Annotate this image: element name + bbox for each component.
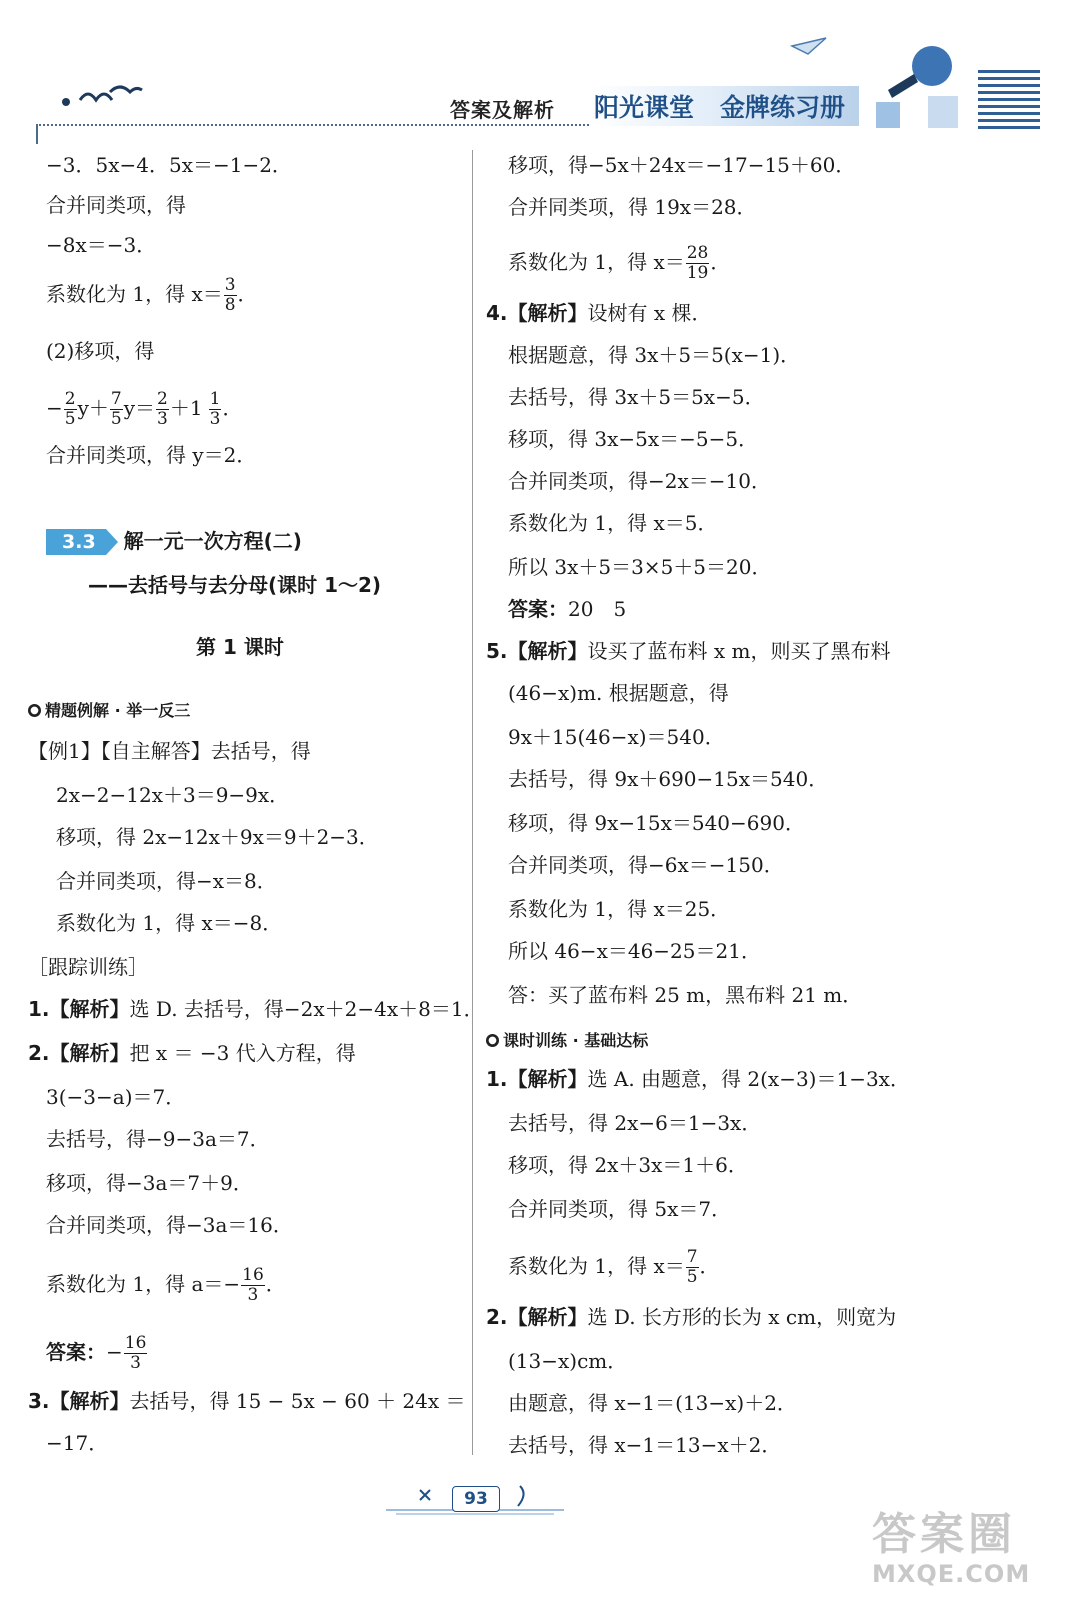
text-line: 3(−3−a)＝7． — [46, 1085, 186, 1109]
text-line: 移项，得 2x−12x＋9x＝9＋2−3． — [56, 825, 379, 849]
text: 选 D. 去括号，得−2x＋2−4x＋8＝1． — [129, 997, 484, 1021]
text: ． — [237, 282, 258, 306]
header-dotted-line — [36, 124, 596, 126]
text: 设树有 x 棵． — [587, 301, 712, 325]
text: 把 x ＝ −3 代入方程，得 — [129, 1041, 356, 1065]
subhead-text: 精题例解 · 举一反三 — [45, 701, 191, 720]
numerator: 2 — [157, 389, 168, 409]
watermark — [872, 1510, 1030, 1588]
fraction — [241, 1266, 265, 1305]
telescope-scene-icon — [868, 40, 972, 130]
bullet-icon: ● — [28, 704, 41, 717]
numerator: 16 — [124, 1333, 147, 1353]
paper-plane-icon — [790, 36, 830, 58]
page-footer — [380, 1480, 570, 1520]
text: y＝ — [123, 396, 156, 420]
numerator: 16 — [242, 1265, 264, 1285]
numerator: 28 — [686, 243, 709, 263]
text-line — [508, 244, 730, 283]
fraction — [209, 390, 222, 429]
text-line — [28, 1388, 466, 1414]
text-line — [28, 1040, 356, 1066]
denominator: 5 — [64, 409, 76, 429]
text: 选 D. 长方形的长为 x cm，则宽为 — [587, 1305, 897, 1329]
text: − — [106, 1340, 123, 1364]
item-label: 3.【解析】 — [28, 1389, 130, 1413]
text: y＋ — [77, 396, 109, 420]
text: ． — [699, 1254, 720, 1278]
text: ． — [710, 250, 731, 274]
text-line — [486, 638, 890, 664]
text-line: 合并同类项，得−3a＝16． — [46, 1213, 293, 1237]
text-line: −3．5x−4．5x＝−1−2． — [46, 153, 292, 177]
text-line: 系数化为 1，得 x＝−8． — [56, 911, 283, 935]
item-label: 2.【解析】 — [486, 1305, 588, 1329]
text: ． — [265, 1272, 286, 1296]
fraction — [156, 390, 169, 429]
denominator: 5 — [110, 409, 122, 429]
text-line — [46, 390, 242, 429]
page-header — [0, 0, 1066, 140]
denominator: 3 — [130, 1353, 141, 1373]
denominator: 3 — [209, 409, 221, 429]
text-line: 系数化为 1，得 x＝25． — [508, 897, 731, 921]
section-subtitle: ——去括号与去分母(课时 1～2) — [88, 573, 382, 597]
text-line — [486, 300, 712, 326]
item-label: 2.【解析】 — [28, 1041, 130, 1065]
text-line: ［跟踪训练］ — [28, 955, 148, 979]
lesson-title: 第 1 课时 — [196, 635, 284, 659]
header-answer-label: 答案及解析 — [450, 98, 555, 122]
text-line: (2)移项，得 — [46, 339, 155, 363]
text: − — [46, 396, 63, 420]
text-line: 去括号，得−9−3a＝7． — [46, 1127, 270, 1151]
text-line — [508, 1248, 720, 1287]
header-stripes — [978, 70, 1040, 130]
text-line: 去括号，得 3x＋5＝5x−5． — [508, 385, 765, 409]
text-line: (46−x)m. 根据题意，得 — [508, 681, 729, 705]
subhead-examples — [28, 696, 190, 724]
item-label: 1.【解析】 — [486, 1067, 588, 1091]
text-line: 移项，得−3a＝7＋9． — [46, 1171, 253, 1195]
numerator: 7 — [110, 389, 122, 409]
text-line: 答：买了蓝布料 25 m，黑布料 21 m． — [508, 983, 863, 1007]
section-heading — [46, 528, 302, 555]
text: 设买了蓝布料 x m，则买了黑布料 — [587, 639, 891, 663]
text: ＋1 — [169, 396, 203, 420]
fraction — [686, 1248, 699, 1287]
text: 去括号，得 15 − 5x − 60 ＋ 24x ＝ — [129, 1389, 466, 1413]
text-line — [486, 1304, 896, 1330]
header-brand — [590, 86, 859, 126]
text-line: 由题意，得 x−1＝(13−x)＋2． — [508, 1391, 797, 1415]
birds-icon — [36, 78, 146, 118]
fraction — [110, 390, 123, 429]
section-title: 解一元一次方程(二) — [123, 529, 302, 553]
fraction — [686, 244, 710, 283]
fraction — [124, 1334, 148, 1373]
text-line — [46, 1334, 148, 1373]
denominator: 19 — [686, 263, 709, 283]
item-label: 4.【解析】 — [486, 301, 588, 325]
text-line: 2x−2−12x＋3＝9−9x． — [56, 783, 290, 807]
text-line: 去括号，得 9x＋690−15x＝540． — [508, 767, 829, 791]
text-line: 根据题意，得 3x＋5＝5(x−1)． — [508, 343, 801, 367]
text: ． — [222, 396, 243, 420]
denominator: 5 — [686, 1267, 698, 1287]
fraction — [224, 276, 237, 315]
text-line: −8x＝−3． — [46, 233, 157, 257]
denominator: 3 — [247, 1285, 259, 1305]
fraction — [64, 390, 77, 429]
text-line: 9x＋15(46−x)＝540． — [508, 725, 725, 749]
text: 系数化为 1，得 x＝ — [508, 250, 685, 274]
header-corner-line — [36, 124, 38, 144]
denominator: 8 — [224, 295, 236, 315]
text-line — [486, 1066, 910, 1092]
text-line: 合并同类项，得−6x＝−150． — [508, 853, 784, 877]
text-line — [28, 996, 484, 1022]
text: 20 5 — [568, 597, 627, 621]
text-line: 系数化为 1，得 x＝5． — [508, 511, 718, 535]
text-line: 合并同类项，得−x＝8． — [56, 869, 277, 893]
watermark-logo-text: 答案圈 — [872, 1509, 1016, 1560]
item-label: 5.【解析】 — [486, 639, 588, 663]
watermark-url: MXQE.COM — [872, 1560, 1031, 1588]
text-line: 合并同类项，得 5x＝7． — [508, 1197, 732, 1221]
text-line: 移项，得 3x−5x＝−5−5． — [508, 427, 759, 451]
text-line: (13−x)cm． — [508, 1349, 628, 1373]
numerator: 2 — [64, 389, 76, 409]
text-line: 合并同类项，得 y＝2． — [46, 443, 257, 467]
numerator: 1 — [209, 389, 221, 409]
text-line: 移项，得 9x−15x＝540−690． — [508, 811, 805, 835]
subhead-text: 课时训练 · 基础达标 — [503, 1031, 649, 1050]
text-line: 去括号，得 2x−6＝1−3x． — [508, 1111, 762, 1135]
answer-label: 答案： — [508, 597, 568, 621]
subhead-practice — [486, 1026, 648, 1054]
header-brand-subtitle: 金牌练习册 — [720, 93, 846, 122]
text-line: 所以 3x＋5＝3×5＋5＝20． — [508, 555, 772, 579]
column-divider — [472, 150, 473, 1455]
text-line — [46, 276, 258, 315]
text-line: 【例1】【自主解答】去括号，得 — [28, 739, 311, 763]
header-brand-name: 阳光课堂 — [594, 93, 695, 122]
text-line: 合并同类项，得 — [46, 193, 186, 217]
page-number: 93 — [452, 1486, 500, 1512]
section-number-badge: 3.3 — [46, 529, 106, 555]
numerator: 3 — [224, 275, 236, 295]
item-label: 1.【解析】 — [28, 997, 130, 1021]
text-line: 移项，得−5x＋24x＝−17−15＋60． — [508, 153, 856, 177]
text-line: 合并同类项，得 19x＝28． — [508, 195, 757, 219]
text: 系数化为 1，得 x＝ — [508, 1254, 685, 1278]
text: 系数化为 1，得 a＝− — [46, 1272, 241, 1296]
text: 选 A. 由题意，得 2(x−3)＝1−3x． — [587, 1067, 910, 1091]
answer-label: 答案： — [46, 1340, 106, 1364]
text-line: 去括号，得 x−1＝13−x＋2． — [508, 1433, 782, 1457]
bullet-icon: ● — [486, 1034, 499, 1047]
text-line — [46, 1266, 286, 1305]
text-line: 所以 46−x＝46−25＝21． — [508, 939, 761, 963]
text-line: 移项，得 2x＋3x＝1＋6． — [508, 1153, 748, 1177]
text-line: −17． — [46, 1431, 109, 1455]
text-line: 合并同类项，得−2x＝−10． — [508, 469, 771, 493]
denominator: 3 — [157, 409, 168, 429]
numerator: 7 — [686, 1247, 698, 1267]
text-line — [508, 596, 626, 622]
text: 系数化为 1，得 x＝ — [46, 282, 223, 306]
